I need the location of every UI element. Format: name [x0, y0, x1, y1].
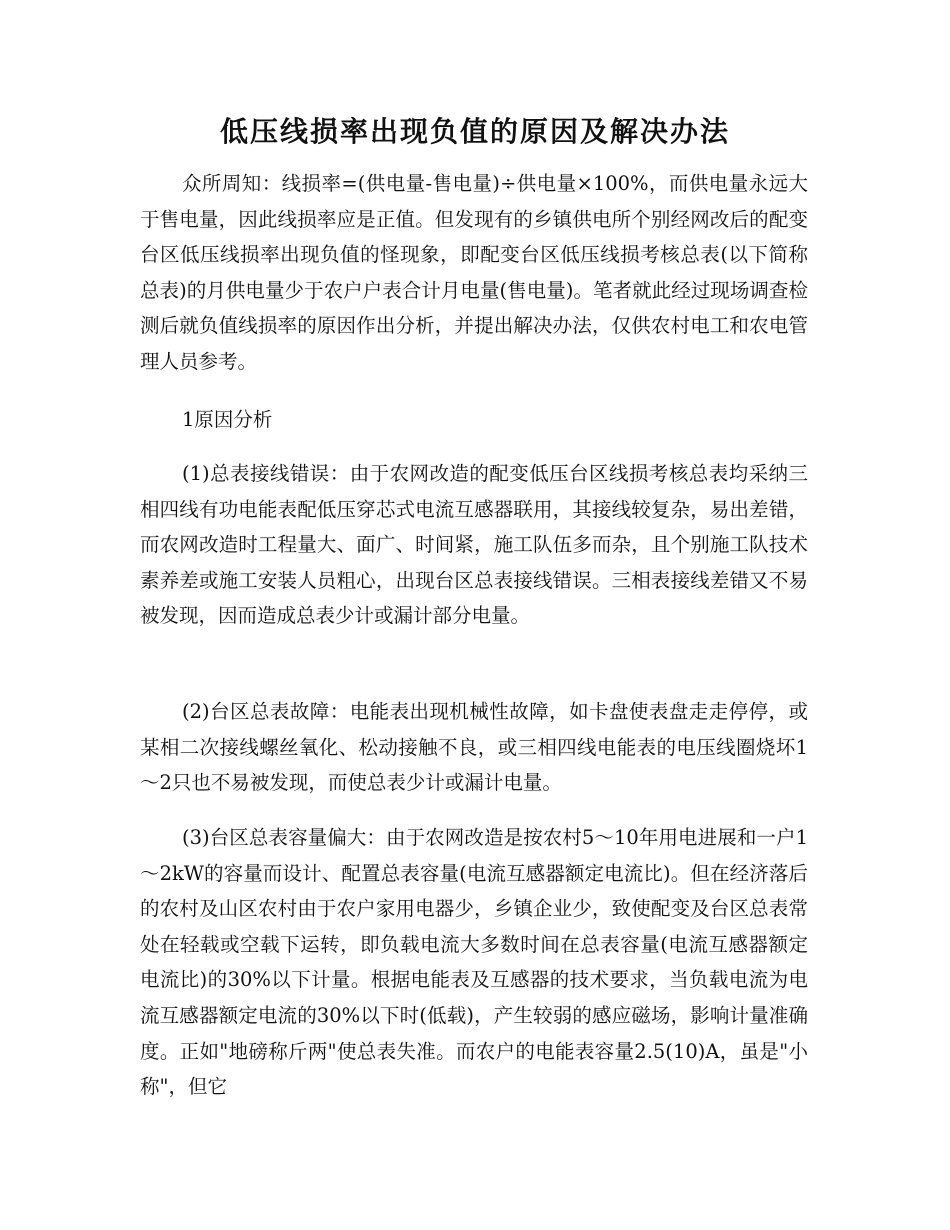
section-heading-cause-analysis: 1原因分析: [182, 408, 273, 431]
intro-paragraph: 众所周知：线损率=(供电量-售电量)÷供电量×100%，而供电量永远大于售电量，因此线损率应是正值。但发现有的乡镇供电所个别经网改后的配变台区低压线损率出现负值的怪现象，即配变台区低压线损考核总表(以下简称总表)的月供电量少于农户户表合计月电量(售电量)。笔者就此经过现场调查检测后就负值线损率的原因作出分析，并提出解决办法，仅供农村电工和农电管理人员参考。: [140, 172, 808, 373]
paragraph-meter-capacity: (3)台区总表容量偏大：由于农网改造是按农村5～10年用电进展和一户1～2kW的容量而设计、配置总表容量(电流互感器额定电流比)。但在经济落后的农村及山区农村由于农户家用电器少，乡镇企业少，致使配变及台区总表常处在轻载或空载下运转，即负载电流大多数时间在总表容量(电流互感器额定电流比)的30%以下计量。根据电能表及互感器的技术要求，当负载电流为电流互感器额定电流的30%以下时(低载)，产生较弱的感应磁场，影响计量准确度。正如"地磅称斤两"使总表失准。而农户的电能表容量2.5(10)A，虽是"小称"，但它: [140, 826, 808, 1099]
paragraph-wiring-error: (1)总表接线错误：由于农网改造的配变低压台区线损考核总表均采纳三相四线有功电能表配低压穿芯式电流互感器联用，其接线较复杂，易出差错，而农网改造时工程量大、面广、时间紧，施工队伍多而杂，且个别施工队技术素养差或施工安装人员粗心，出现台区总表接线错误。三相表接线差错又不易被发现，因而造成总表少计或漏计部分电量。: [140, 462, 808, 628]
document-title: 低压线损率出现负值的原因及解决办法: [219, 115, 730, 148]
paragraph-meter-fault: (2)台区总表故障：电能表出现机械性故障，如卡盘使表盘走走停停，或某相二次接线螺丝氧化、松动接触不良，或三相四线电能表的电压线圈烧坏1～2只也不易被发现，而使总表少计或漏计电量。: [140, 700, 808, 795]
